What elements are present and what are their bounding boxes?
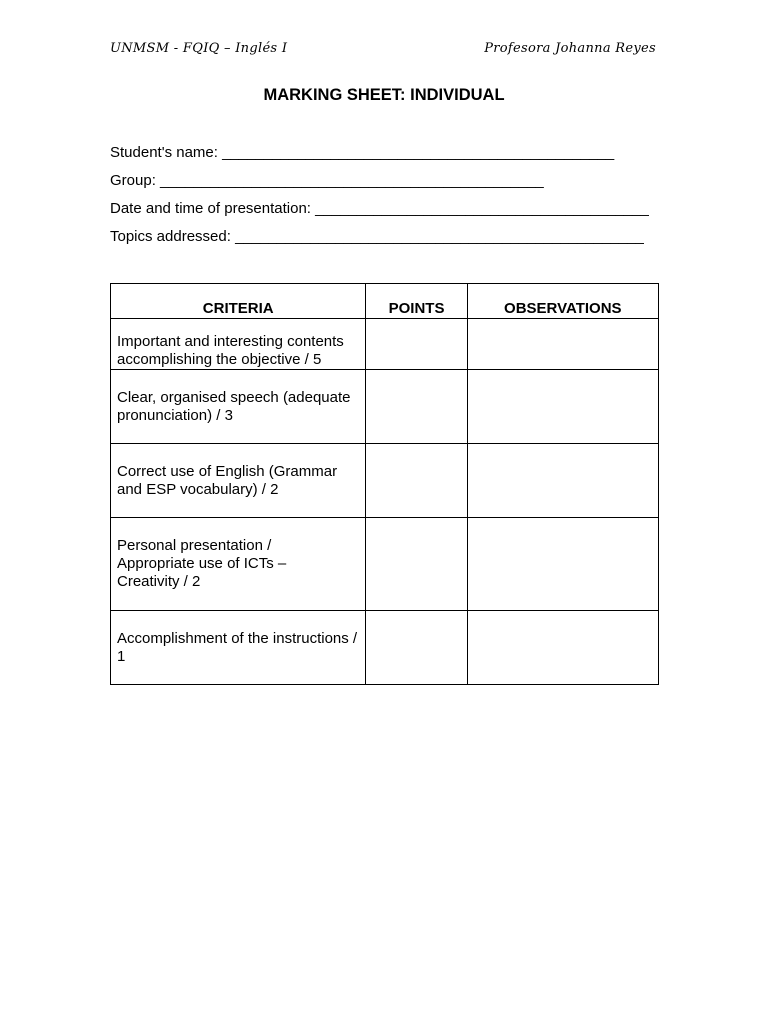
student-name-field[interactable] <box>110 143 670 171</box>
field-label: Date and time of presentation: <box>110 200 311 217</box>
points-cell[interactable] <box>366 370 467 444</box>
criteria-cell: Clear, organised speech (adequate pronunciation) / 3 <box>111 370 366 444</box>
observations-cell[interactable] <box>467 518 658 611</box>
field-label: Topics addressed: <box>110 228 231 245</box>
field-blank: _________________________________________________ <box>235 228 644 245</box>
field-blank: ________________________________________ <box>315 200 649 217</box>
table-row <box>111 518 659 611</box>
marking-table <box>110 283 659 685</box>
header-teacher: Profesora Johanna Reyes <box>484 41 656 56</box>
criteria-cell: Accomplishment of the instructions / 1 <box>111 611 366 685</box>
criteria-cell: Personal presentation / Appropriate use of ICTs – Creativity / 2 <box>111 518 366 611</box>
group-field[interactable] <box>110 171 670 199</box>
points-cell[interactable] <box>366 319 467 370</box>
table-header-row <box>111 284 659 319</box>
observations-header: OBSERVATIONS <box>467 284 658 319</box>
observations-cell[interactable] <box>467 444 658 518</box>
points-cell[interactable] <box>366 611 467 685</box>
field-label: Group: <box>110 172 156 189</box>
student-info-fields <box>110 143 670 255</box>
points-cell[interactable] <box>366 444 467 518</box>
table-row <box>111 370 659 444</box>
document-title: MARKING SHEET: INDIVIDUAL <box>263 86 505 104</box>
points-cell[interactable] <box>366 518 467 611</box>
criteria-cell: Important and interesting contents accomplishing the objective / 5 <box>111 319 366 370</box>
date-time-field[interactable] <box>110 199 670 227</box>
criteria-header: CRITERIA <box>111 284 366 319</box>
field-label: Student's name: <box>110 144 218 161</box>
header-course: UNMSM - FQIQ – Inglés I <box>110 41 288 56</box>
observations-cell[interactable] <box>467 370 658 444</box>
table-row <box>111 319 659 370</box>
page-header <box>110 41 658 61</box>
table-row <box>111 611 659 685</box>
observations-cell[interactable] <box>467 319 658 370</box>
points-header: POINTS <box>366 284 467 319</box>
table-row <box>111 444 659 518</box>
topics-field[interactable] <box>110 227 670 255</box>
field-blank: _______________________________________________ <box>222 144 615 161</box>
criteria-cell: Correct use of English (Grammar and ESP vocabulary) / 2 <box>111 444 366 518</box>
field-blank: ______________________________________________ <box>160 172 544 189</box>
observations-cell[interactable] <box>467 611 658 685</box>
